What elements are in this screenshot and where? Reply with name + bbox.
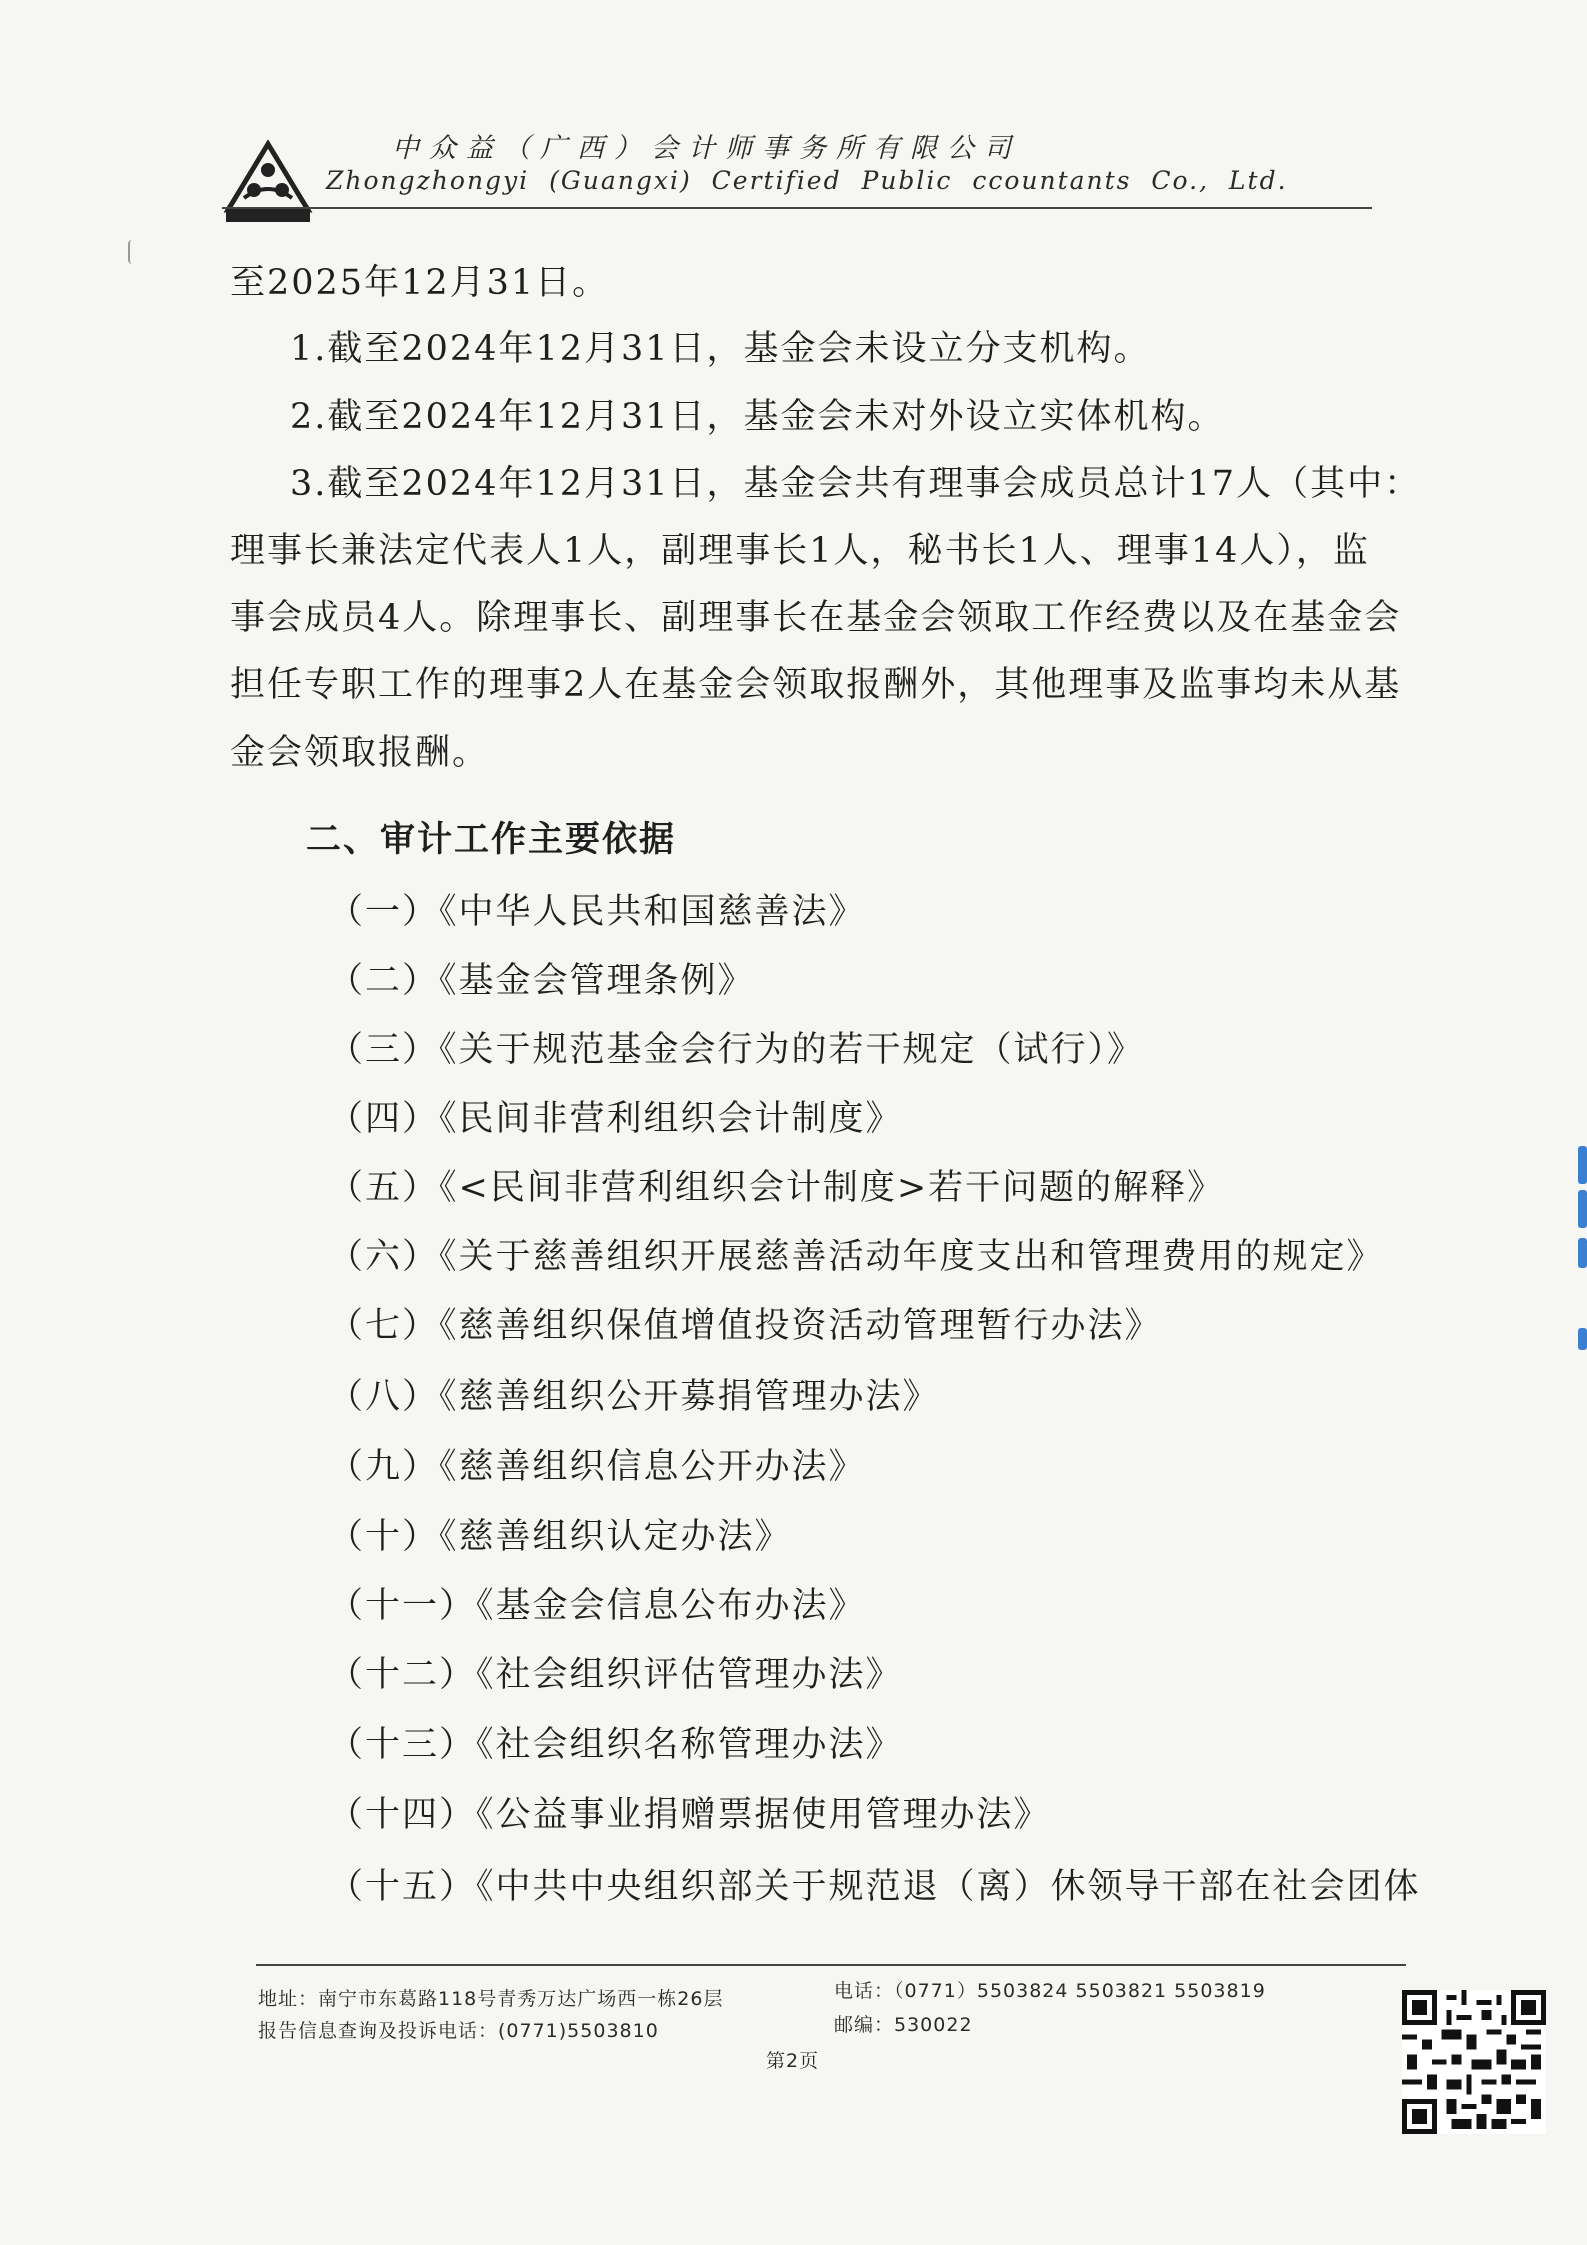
company-logo-icon (222, 140, 314, 224)
law-item: （六）《关于慈善组织开展慈善活动年度支出和管理费用的规定》 (328, 1237, 1384, 1277)
footer-postcode: 邮编：530022 (834, 2014, 973, 2036)
law-item: （十一）《基金会信息公布办法》 (328, 1586, 866, 1626)
edge-tab-mark (1578, 1328, 1587, 1350)
footer-phone: 电话：（0771）5503824 5503821 5503819 (834, 1980, 1266, 2002)
item-2: 2.截至2024年12月31日，基金会未对外设立实体机构。 (290, 397, 1225, 437)
law-item: （十三）《社会组织名称管理办法》 (328, 1725, 903, 1765)
section-2-heading: 二、审计工作主要依据 (306, 820, 677, 860)
law-item: （八）《慈善组织公开募捐管理办法》 (328, 1377, 940, 1417)
item-3-line-5: 金会领取报酬。 (230, 733, 490, 773)
footer-address: 地址：南宁市东葛路118号青秀万达广场西一栋26层 (258, 1988, 724, 2010)
item-1: 1.截至2024年12月31日，基金会未设立分支机构。 (290, 329, 1151, 369)
item-3-line-4: 担任专职工作的理事2人在基金会领取报酬外，其他理事及监事均未从基 (230, 665, 1402, 705)
footer-divider (256, 1964, 1406, 1966)
law-item: （四）《民间非营利组织会计制度》 (328, 1099, 903, 1139)
footer-complaint-phone: 报告信息查询及投诉电话：(0771)5503810 (258, 2020, 659, 2042)
law-item: （五）《<民间非营利组织会计制度>若干问题的解释》 (328, 1168, 1225, 1208)
law-item: （十五）《中共中央组织部关于规范退（离）休领导干部在社会团体 (328, 1867, 1421, 1907)
item-3-line-3: 事会成员4人。除理事长、副理事长在基金会领取工作经费以及在基金会 (230, 598, 1402, 638)
law-item: （九）《慈善组织信息公开办法》 (328, 1447, 866, 1487)
header-divider (222, 207, 1372, 209)
scan-artifact (128, 240, 136, 264)
edge-tab-mark (1578, 1238, 1587, 1268)
edge-tab-mark (1578, 1190, 1587, 1228)
page-number: 第2页 (766, 2050, 820, 2072)
item-3-line-2: 理事长兼法定代表人1人，副理事长1人，秘书长1人、理事14人），监 (230, 531, 1370, 571)
item-3-line-1: 3.截至2024年12月31日，基金会共有理事会成员总计17人（其中： (290, 464, 1422, 504)
company-name-cn: 中众益（广西）会计师事务所有限公司 (392, 133, 1021, 164)
qr-code-icon (1402, 1990, 1546, 2134)
law-item: （十）《慈善组织认定办法》 (328, 1517, 792, 1557)
law-item: （十二）《社会组织评估管理办法》 (328, 1655, 903, 1695)
company-name-en: Zhongzhongyi (Guangxi) Certified Public ccountants Co., Ltd. (326, 166, 1288, 195)
law-item: （七）《慈善组织保值增值投资活动管理暂行办法》 (328, 1306, 1162, 1346)
edge-tab-mark (1578, 1146, 1587, 1184)
law-item: （三）《关于规范基金会行为的若干规定（试行）》 (328, 1030, 1145, 1070)
continued-line: 至2025年12月31日。 (230, 263, 610, 303)
law-item: （一）《中华人民共和国慈善法》 (328, 892, 866, 932)
law-item: （二）《基金会管理条例》 (328, 961, 755, 1001)
law-item: （十四）《公益事业捐赠票据使用管理办法》 (328, 1795, 1051, 1835)
